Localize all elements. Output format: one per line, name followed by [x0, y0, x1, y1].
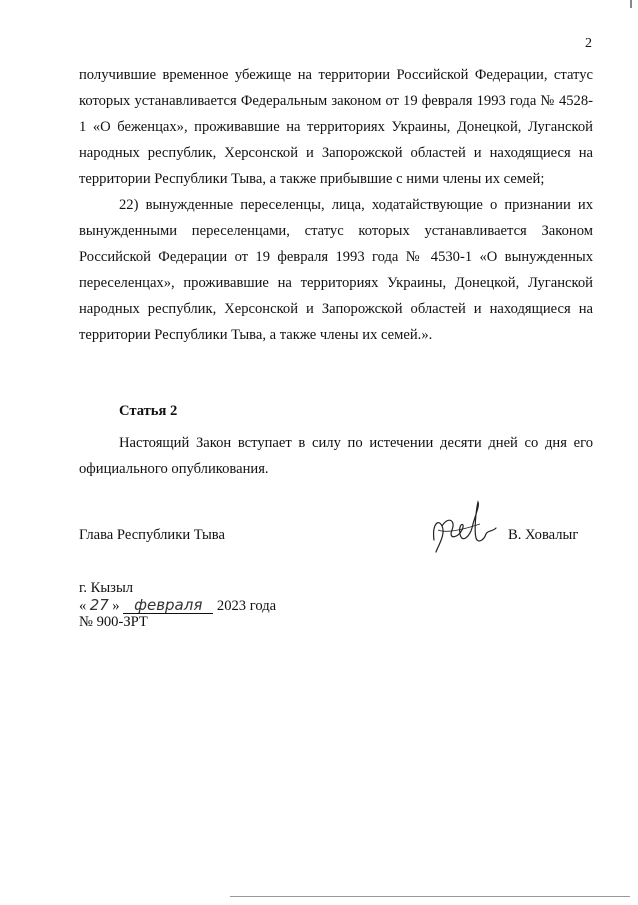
- date-year: 2023 года: [216, 598, 277, 614]
- law-number: № 900-ЗРТ: [79, 614, 148, 630]
- date-open-quote: «: [79, 598, 87, 614]
- paragraph-refugees: получившие временное убежище на территории Российской Федерации, статус которых устанавливается Федеральным законом от 19 февраля 1993 года № 4528-1 «О беженцах», проживавшие на территориях Украины, Донецкой, Луганской народных республик, Херсонской и Запорожской областей и находящиеся на территории Республики Тыва, а также прибывшие с ними члены их семей;: [79, 67, 593, 187]
- paragraph-22-forced-migrants: 22) вынужденные переселенцы, лица, ходатайствующие о признании их вынужденными переселенцами, статус которых устанавливается Законом Российской Федерации от 19 февраля 1993 года № 4530-1 «О вынужденных переселенцах», проживавшие на территориях Украины, Донецкой, Луганской народных республик, Херсонской и Запорожской областей и находящиеся на территории Республики Тыва, а также члены их семей.».: [79, 197, 593, 343]
- signing-date: [79, 597, 276, 615]
- handwritten-signature: [428, 500, 498, 562]
- article-paragraph: Настоящий Закон вступает в силу по истечении десяти дней со дня его официального опубликования.: [79, 435, 593, 477]
- date-close-quote: »: [112, 598, 120, 614]
- signing-place: г. Кызыл: [79, 580, 134, 596]
- scan-bottom-line: [230, 896, 630, 897]
- signer-name: В. Ховалыг: [508, 527, 579, 543]
- article-heading: Статья 2: [119, 403, 178, 419]
- law-text-continuation: [79, 62, 593, 348]
- page-number: 2: [585, 36, 592, 51]
- article-text: [79, 430, 593, 482]
- signer-position: Глава Республики Тыва: [79, 527, 225, 543]
- scan-corner-mark: [630, 0, 632, 8]
- date-month-handwritten: февраля: [123, 598, 213, 614]
- date-day-handwritten: 27: [89, 596, 109, 614]
